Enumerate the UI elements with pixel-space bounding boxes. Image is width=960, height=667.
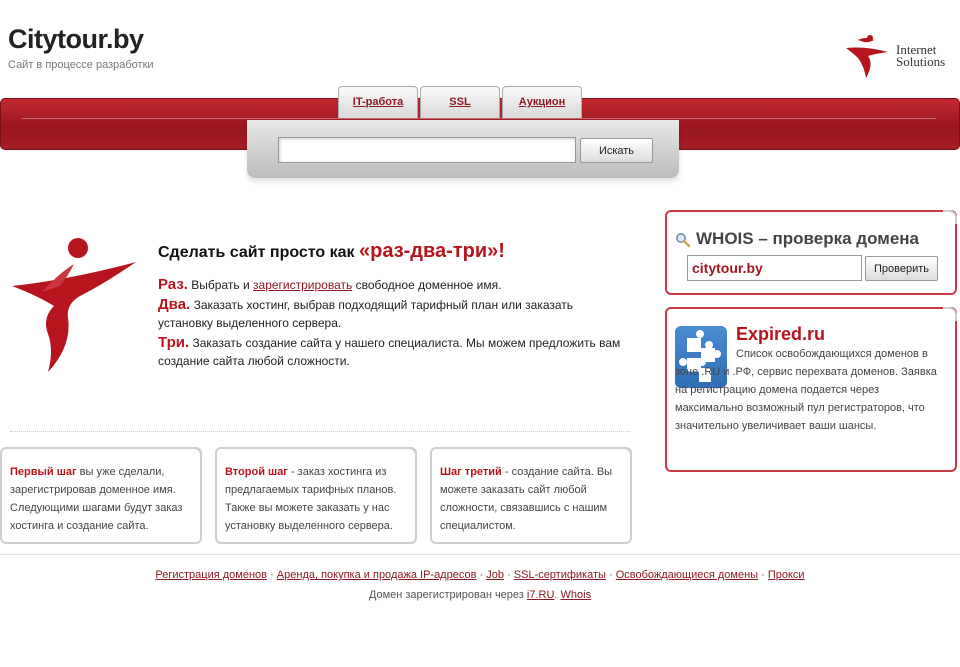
footer-separator: ·: [605, 569, 616, 581]
footer-link-ssl[interactable]: SSL-сертификаты: [513, 569, 606, 581]
step-box-heading: Первый шаг: [10, 466, 77, 478]
box-corner: [943, 210, 957, 224]
footer-link-ip-addresses[interactable]: Аренда, покупка и продажа IP-адресов: [276, 569, 477, 581]
tab-auction[interactable]: [502, 86, 582, 118]
tab-it-work[interactable]: [338, 86, 418, 118]
whois-box: [665, 210, 957, 295]
step-box-heading: Второй шаг: [225, 466, 288, 478]
magnifier-icon: [675, 232, 691, 248]
whois-title: WHOIS – проверка домена: [696, 229, 920, 248]
search-button[interactable]: Искать: [580, 138, 653, 163]
expired-description: Список освобождающихся доменов в зоне .RU и .РФ, сервис перехвата доменов. Заявка на регистрацию домена подается через максимально возможный пул регистраторов, что значительно увеличивает ваши шансы.: [675, 348, 937, 432]
box-corner: [943, 307, 957, 321]
step-box-first: [0, 447, 202, 544]
footer-separator: ·: [476, 569, 487, 581]
tab-auction-link[interactable]: Аукцион: [518, 96, 566, 108]
footer-link-job[interactable]: Job: [486, 569, 504, 581]
tab-it-work-link[interactable]: IT-работа: [352, 96, 404, 108]
divider: [10, 431, 630, 432]
runner-logo-icon: [8, 234, 142, 376]
step-box-third: [430, 447, 632, 544]
footer-separator: ·: [503, 569, 514, 581]
step-box-heading: Шаг третий: [440, 466, 502, 478]
footer-links: [0, 569, 960, 581]
step-text: Заказать создание сайта у нашего специалиста. Мы можем предложить вам создание сайта любой сложности.: [158, 336, 621, 368]
site-title: Citytour.by: [8, 24, 144, 54]
register-link[interactable]: зарегистрировать: [253, 278, 353, 292]
footer-reg-dot: .: [554, 589, 561, 601]
footer-link-whois[interactable]: Whois: [560, 589, 592, 601]
header-bar-line: [22, 118, 936, 119]
footer-link-domain-registration[interactable]: Регистрация доменов: [155, 569, 268, 581]
step-text: Выбрать и: [187, 278, 254, 292]
footer-link-expiring-domains[interactable]: Освобождающиеся домены: [615, 569, 759, 581]
step-number: Два.: [158, 296, 191, 313]
whois-domain-input[interactable]: [687, 255, 862, 281]
step-number: Раз.: [158, 276, 188, 293]
partner-logo-text: Internet Solutions: [896, 42, 946, 69]
expired-title[interactable]: [736, 324, 825, 345]
step-text: свободное доменное имя.: [352, 278, 502, 292]
intro-heading-prefix: Сделать сайт просто как: [158, 244, 359, 261]
intro-step-3: [158, 334, 628, 370]
step-box-text: - заказ хостинга из предлагаемых тарифных планов. Также вы можете заказать у нас установку выделенного сервера.: [225, 466, 397, 532]
box-corner: [188, 447, 202, 461]
intro-step-1: [158, 276, 628, 294]
expired-link[interactable]: Expired.ru: [736, 324, 826, 344]
step-number: Три.: [158, 334, 190, 351]
footer-separator: ·: [758, 569, 768, 581]
tab-ssl[interactable]: [420, 86, 500, 118]
intro-heading: [158, 240, 505, 263]
step-box-text: вы уже сделали, зарегистрировав доменное имя. Следующими шагами будут заказ хостинга и создание сайта.: [10, 466, 183, 532]
step-box-second: [215, 447, 417, 544]
footer-link-proxy[interactable]: Прокси: [767, 569, 805, 581]
whois-check-button[interactable]: Проверить: [865, 256, 938, 281]
footer-registration: [0, 589, 960, 601]
tab-ssl-link[interactable]: SSL: [449, 96, 471, 108]
site-subtitle: Сайт в процессе разработки: [8, 59, 154, 71]
step-box-text: - создание сайта. Вы можете заказать сайт любой сложности, связавшись с нашим специалистом.: [440, 466, 613, 532]
intro-step-2: [158, 296, 628, 332]
box-corner: [403, 447, 417, 461]
footer-separator: ·: [267, 569, 277, 581]
box-corner: [618, 447, 632, 461]
step-text: Заказать хостинг, выбрав подходящий тарифный план или заказать установку выделенного сервера.: [158, 298, 574, 330]
search-input[interactable]: [278, 137, 576, 163]
footer-divider: [0, 554, 960, 555]
footer-reg-text: Домен зарегистрирован через: [368, 589, 527, 601]
footer-link-i7[interactable]: i7.RU: [526, 589, 555, 601]
intro-heading-accent: «раз-два-три»!: [359, 240, 505, 262]
